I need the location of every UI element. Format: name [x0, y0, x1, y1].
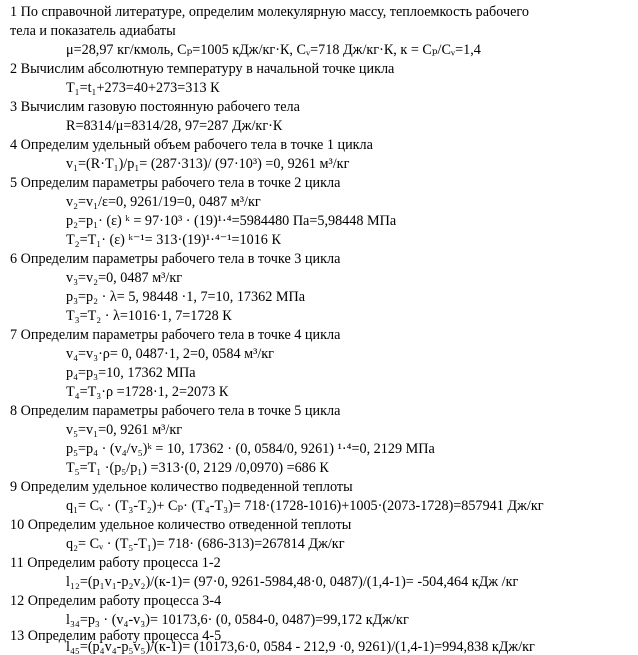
step-10-heading: 10 Определим удельное количество отведенной теплоты: [10, 517, 352, 533]
step-12-formula: l₃₄=p₃ · (v₄-v₃)= 10173,6· (0, 0584-0, 0487)=99,172 кДж/кг: [66, 612, 409, 628]
step-13-formula: l₄₅=(p₄v₄-p₅v₅)/(к-1)= (10173,6·0, 0584 - 212,9 ·0, 9261)/(1,4-1)=994,838 кДж/кг: [66, 639, 535, 655]
step-2-formula: T₁=t₁+273=40+273=313 К: [66, 80, 220, 96]
step-11-heading: 11 Определим работу процесса 1-2: [10, 555, 221, 571]
step-5-formula-t2: T₂=T₁· (ε) ᵏ⁻¹= 313·(19)¹·⁴⁻¹=1016 К: [66, 232, 281, 248]
step-10-formula: q₂= Cᵥ · (T₅-T₁)= 718· (686-313)=267814 Дж/кг: [66, 536, 345, 552]
step-11-formula: l₁₂=(p₁v₁-p₂v₂)/(к-1)= (97·0, 9261-5984,48·0, 0487)/(1,4-1)= -504,464 кДж /кг: [66, 574, 519, 590]
step-5-formula-v2: v₂=v₁/ε=0, 9261/19=0, 0487 м³/кг: [66, 194, 261, 210]
step-5-heading: 5 Определим параметры рабочего тела в точке 2 цикла: [10, 175, 341, 191]
step-9-formula: q₁= Cᵥ · (T₃-T₂)+ Cₚ· (T₄-T₃)= 718·(1728-1016)+1005·(2073-1728)=857941 Дж/кг: [66, 498, 544, 514]
step-12-heading: 12 Определим работу процесса 3-4: [10, 593, 222, 609]
step-7-formula-v4: v₄=v₃·ρ= 0, 0487·1, 2=0, 0584 м³/кг: [66, 346, 274, 362]
step-2-heading: 2 Вычислим абсолютную температуру в начальной точке цикла: [10, 61, 395, 77]
step-7-heading: 7 Определим параметры рабочего тела в точке 4 цикла: [10, 327, 341, 343]
step-4-formula: v₁=(R·T₁)/p₁= (287·313)/ (97·10³) =0, 9261 м³/кг: [66, 156, 350, 172]
step-5-formula-p2: p₂=p₁· (ε) ᵏ = 97·10³ · (19)¹·⁴=5984480 Па=5,98448 МПа: [66, 213, 397, 229]
step-6-formula-t3: T₃=T₂ · λ=1016·1, 7=1728 К: [66, 308, 232, 324]
step-9-heading: 9 Определим удельное количество подведенной теплоты: [10, 479, 353, 495]
step-1-heading: 1 По справочной литературе, определим молекулярную массу, теплоемкость рабочего: [10, 4, 529, 20]
step-3-heading: 3 Вычислим газовую постоянную рабочего тела: [10, 99, 300, 115]
step-6-formula-v3: v₃=v₂=0, 0487 м³/кг: [66, 270, 183, 286]
step-7-formula-t4: T₄=T₃·ρ =1728·1, 2=2073 К: [66, 384, 229, 400]
step-7-formula-p4: p₄=p₃=10, 17362 МПа: [66, 365, 196, 381]
step-1-heading-cont: тела и показатель адиабаты: [10, 23, 176, 39]
step-6-formula-p3: p₃=p₂ · λ= 5, 98448 ·1, 7=10, 17362 МПа: [66, 289, 305, 305]
step-13-heading: 13 Определим работу процесса 4-5: [10, 628, 222, 644]
step-8-formula-t5: T₅=T₁ ·(p₅/p₁) =313·(0, 2129 /0,0970) =686 К: [66, 460, 329, 476]
step-8-heading: 8 Определим параметры рабочего тела в точке 5 цикла: [10, 403, 341, 419]
step-1-constants: μ=28,97 кг/кмоль, Cₚ=1005 кДж/кг·К, Cᵥ=718 Дж/кг·К, к = Cₚ/Cᵥ=1,4: [66, 42, 481, 58]
step-6-heading: 6 Определим параметры рабочего тела в точке 3 цикла: [10, 251, 341, 267]
step-3-formula: R=8314/μ=8314/28, 97=287 Дж/кг·К: [66, 118, 283, 134]
step-4-heading: 4 Определим удельный объем рабочего тела в точке 1 цикла: [10, 137, 373, 153]
step-8-formula-p5: p₅=p₄ · (v₄/v₅)ᵏ = 10, 17362 · (0, 0584/0, 9261) ¹·⁴=0, 2129 МПа: [66, 441, 435, 457]
step-8-formula-v5: v₅=v₁=0, 9261 м³/кг: [66, 422, 183, 438]
